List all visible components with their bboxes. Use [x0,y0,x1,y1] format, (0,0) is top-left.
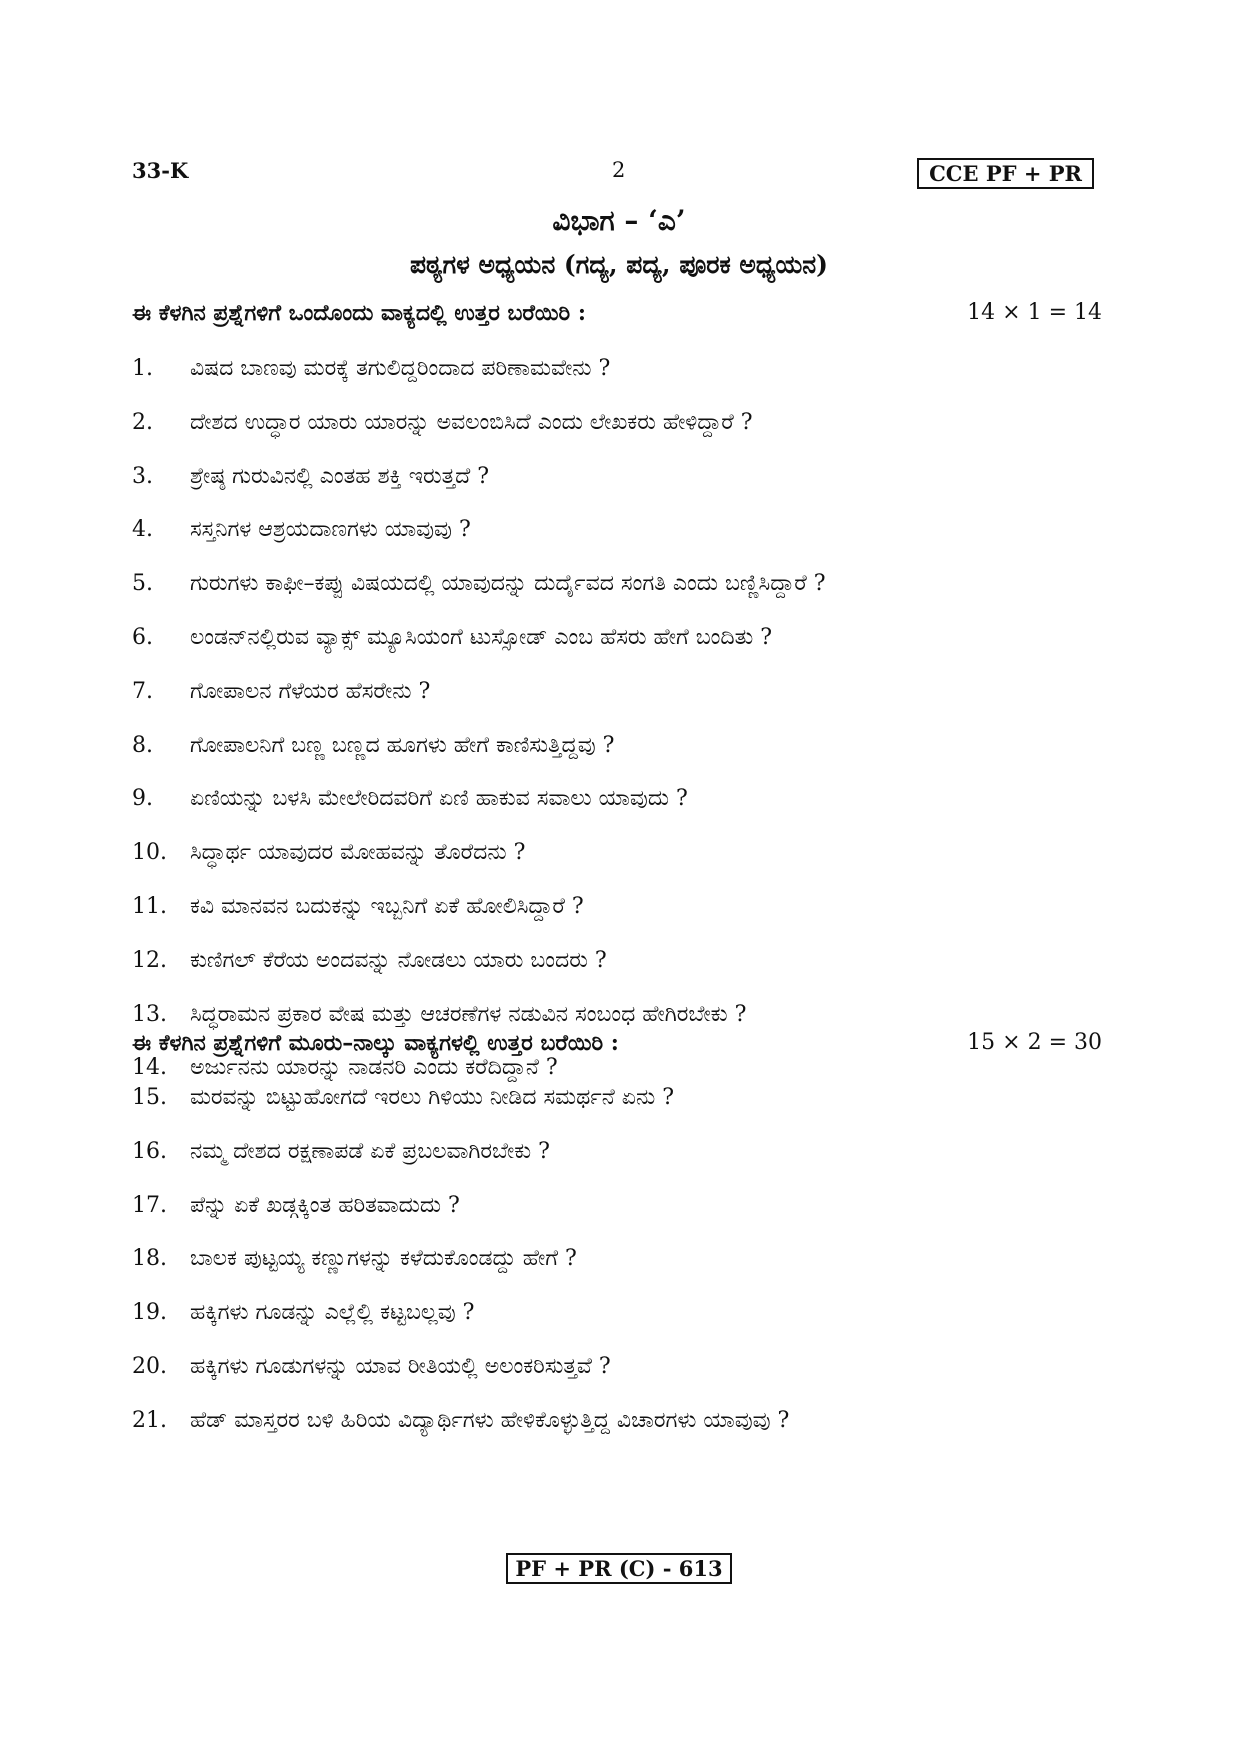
question-item [132,464,1102,504]
paper-code: 33-K [132,158,189,183]
question-number: 12. [132,947,167,973]
question-text: ವಿಷದ ಬಾಣವು ಮರಕ್ಕೆ ತಗುಲಿದ್ದರಿಂದಾದ ಪರಿಣಾಮವೇನು ? [190,356,611,381]
question-item [132,733,1102,773]
question-text: ದೇಶದ ಉದ್ಧಾರ ಯಾರು ಯಾರನ್ನು ಅವಲಂಬಿಸಿದೆ ಎಂದು ಲೇಖಕರು ಹೇಳಿದ್ದಾರೆ ? [190,409,753,435]
question-item [132,410,1102,450]
question-item [132,840,1102,880]
page-number: 2 [612,158,626,182]
question-text: ಕವಿ ಮಾನವನ ಬದುಕನ್ನು ಇಬ್ಬನಿಗೆ ಏಕೆ ಹೋಲಿಸಿದ್ದಾರೆ ? [190,894,584,919]
question-text: ಸಿದ್ಧಾರ್ಥ ಯಾವುದರ ಮೋಹವನ್ನು ತೊರೆದನು ? [190,840,526,866]
question-text: ಹಕ್ಕಿಗಳು ಗೂಡನ್ನು ಎಲ್ಲೆಲ್ಲಿ ಕಟ್ಟಬಲ್ಲವು ? [190,1300,475,1326]
question-number: 8. [132,732,153,758]
question-item [132,625,1102,665]
question-item [132,1246,1102,1286]
question-text: ಹೆಡ್ ಮಾಸ್ತರರ ಬಳಿ ಹಿರಿಯ ವಿದ್ಯಾರ್ಥಿಗಳು ಹೇಳಿಕೊಳ್ಳುತ್ತಿದ್ದ ವಿಚಾರಗಳು ಯಾವುವು ? [190,1407,790,1433]
question-item [132,356,1102,396]
question-text: ಸಸ್ತನಿಗಳ ಆಶ್ರಯದಾಣಗಳು ಯಾವುವು ? [190,517,471,543]
question-text: ಏಣಿಯನ್ನು ಬಳಸಿ ಮೇಲೇರಿದವರಿಗೆ ಏಣಿ ಹಾಕುವ ಸವಾಲು ಯಾವುದು ? [190,786,688,812]
question-number: 16. [132,1138,167,1164]
question-number: 14. [132,1055,167,1081]
question-item [132,948,1102,988]
part2-instruction-row [132,1030,1102,1066]
question-text: ಬಾಲಕ ಪುಟ್ಟಯ್ಯ ಕಣ್ಣುಗಳನ್ನು ಕಳೆದುಕೊಂಡದ್ದು ಹೇಗೆ ? [190,1246,577,1272]
question-item [132,1193,1102,1233]
question-number: 15. [132,1085,167,1110]
question-number: 11. [132,894,167,919]
question-item [132,1300,1102,1340]
question-number: 5. [132,571,153,597]
question-number: 18. [132,1246,167,1272]
footer-code-box: PF + PR (C) - 613 [506,1553,732,1584]
question-text: ಹಕ್ಕಿಗಳು ಗೂಡುಗಳನ್ನು ಯಾವ ರೀತಿಯಲ್ಲಿ ಅಲಂಕರಿಸುತ್ತವೆ ? [190,1354,611,1379]
question-text: ಮರವನ್ನು ಬಿಟ್ಟುಹೋಗದೆ ಇರಲು ಗಿಳಿಯು ನೀಡಿದ ಸಮರ್ಥನೆ ಏನು ? [190,1085,675,1110]
question-item [132,1354,1102,1394]
question-item [132,1085,1102,1125]
question-number: 9. [132,786,153,812]
question-number: 6. [132,625,153,650]
question-number: 3. [132,463,153,489]
question-text: ಲಂಡನ್‌ನಲ್ಲಿರುವ ವ್ಯಾಕ್ಸ್ ಮ್ಯೂಸಿಯಂಗೆ ಟುಸ್ಸೋಡ್ ಎಂಬ ಹೆಸರು ಹೇಗೆ ಬಂದಿತು ? [190,625,773,650]
question-text: ಅರ್ಜುನನು ಯಾರನ್ನು ನಾಡನರಿ ಎಂದು ಕರೆದಿದ್ದಾನೆ ? [190,1055,558,1081]
question-number: 13. [132,1001,167,1027]
question-text: ಸಿದ್ಧರಾಮನ ಪ್ರಕಾರ ವೇಷ ಮತ್ತು ಆಚರಣೆಗಳ ನಡುವಿನ ಸಂಬಂಧ ಹೇಗಿರಬೇಕು ? [190,1001,747,1027]
question-number: 7. [132,678,153,704]
question-number: 1. [132,356,153,381]
question-text: ಪೆನ್ನು ಏಕೆ ಖಡ್ಗಕ್ಕಿಂತ ಹರಿತವಾದುದು ? [190,1192,460,1218]
part1-instruction-row [132,300,1102,336]
question-number: 10. [132,840,167,866]
question-number: 4. [132,517,153,543]
question-number: 2. [132,409,153,435]
part1-instruction: ಈ ಕೆಳಗಿನ ಪ್ರಶ್ನೆಗಳಿಗೆ ಒಂದೊಂದು ವಾಕ್ಯದಲ್ಲಿ ಉತ್ತರ ಬರೆಯಿರಿ : [132,300,586,326]
section-title: ವಿಭಾಗ – ‘ಎ’ [552,204,686,237]
section-subtitle: ಪಠ್ಯಗಳ ಅಧ್ಯಯನ (ಗದ್ಯ, ಪದ್ಯ, ಪೂರಕ ಅಧ್ಯಯನ) [409,250,829,279]
question-number: 17. [132,1192,167,1218]
question-item [132,679,1102,719]
part2-marks: 15 × 2 = 30 [967,1030,1102,1055]
question-text: ಗೋಪಾಲನ ಗೆಳೆಯರ ಹೆಸರೇನು ? [190,678,431,704]
question-text: ನಮ್ಮ ದೇಶದ ರಕ್ಷಣಾಪಡೆ ಏಕೆ ಪ್ರಬಲವಾಗಿರಬೇಕು ? [190,1138,550,1164]
question-item [132,517,1102,557]
question-item [132,1139,1102,1179]
part1-marks: 14 × 1 = 14 [967,300,1102,325]
question-text: ಗುರುಗಳು ಕಾಫೀ–ಕಪ್ಪು ವಿಷಯದಲ್ಲಿ ಯಾವುದನ್ನು ದುರ್ದೈವದ ಸಂಗತಿ ಎಂದು ಬಣ್ಣಿಸಿದ್ದಾರೆ ? [190,571,826,597]
question-number: 21. [132,1407,167,1433]
question-number: 19. [132,1300,167,1326]
question-text: ಶ್ರೇಷ್ಠ ಗುರುವಿನಲ್ಲಿ ಎಂತಹ ಶಕ್ತಿ ಇರುತ್ತದೆ ? [190,463,490,489]
question-item [132,786,1102,826]
scheme-box: CCE PF + PR [917,158,1094,189]
part2-instruction: ಈ ಕೆಳಗಿನ ಪ್ರಶ್ನೆಗಳಿಗೆ ಮೂರು–ನಾಲ್ಕು ವಾಕ್ಯಗಳಲ್ಲಿ ಉತ್ತರ ಬರೆಯಿರಿ : [132,1030,619,1056]
page-header [132,158,1102,194]
question-item [132,894,1102,934]
question-text: ಕುಣಿಗಲ್ ಕೆರೆಯ ಅಂದವನ್ನು ನೋಡಲು ಯಾರು ಬಂದರು ? [190,947,607,973]
question-number: 20. [132,1354,167,1379]
question-text: ಗೋಪಾಲನಿಗೆ ಬಣ್ಣ ಬಣ್ಣದ ಹೂಗಳು ಹೇಗೆ ಕಾಣಿಸುತ್ತಿದ್ದವು ? [190,732,615,758]
question-item [132,1408,1102,1448]
question-item [132,571,1102,611]
